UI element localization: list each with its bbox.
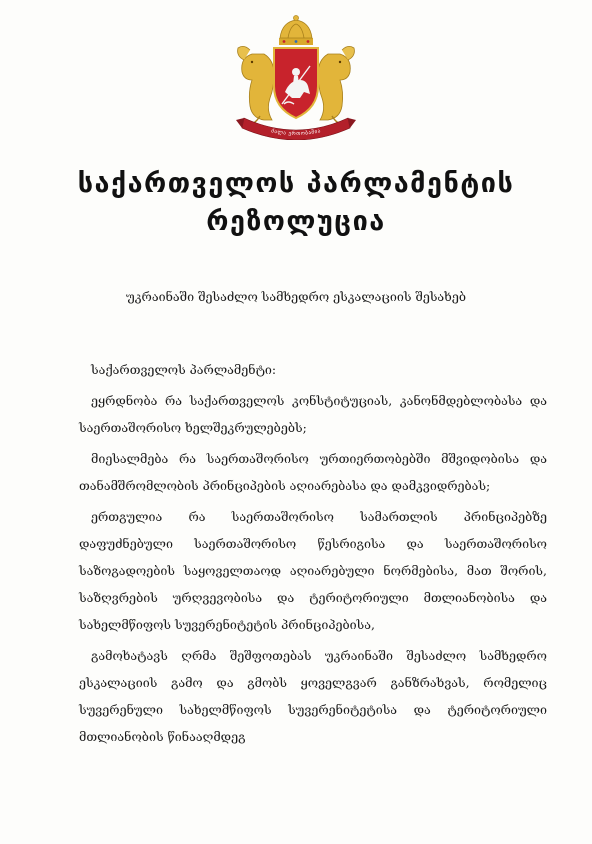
page-title-line2: რეზოლუცია xyxy=(206,206,386,237)
paragraph-3: ერთგულია რა საერთაშორისო სამართლის პრინციპებზე დაფუძნებული საერთაშორისო წესრიგისა და საერთაშორისო საზოგადოების საყოველთაოდ აღიარებული ნორმებისა, მათ შორის, საზღვრების ურღვევობისა და ტერიტორიული მთლიანობისა და სახელმწიფოს სუვერენიტეტის პრინციპებისა, xyxy=(79,509,547,632)
resolution-body xyxy=(79,356,547,754)
paragraph-2: მიესალმება რა საერთაშორისო ურთიერთობებში მშვიდობისა და თანამშრომლობის პრინციპების აღიარებასა და დამკვიდრებას; xyxy=(79,451,547,493)
left-lion-icon xyxy=(238,46,274,124)
resolution-subject: უკრაინაში შესაძლო სამხედრო ესკალაციის შესახებ xyxy=(126,289,466,304)
motto-text: ძალა ერთობაშია xyxy=(270,128,322,138)
shield-icon xyxy=(274,48,318,118)
motto-ribbon xyxy=(236,118,356,140)
paragraph-1: ეყრდნობა რა საქართველოს კონსტიტუციას, კანონმდებლობასა და საერთაშორისო ხელშეკრულებებს; xyxy=(79,393,547,435)
page-title: საქართველოს პარლამენტის xyxy=(77,168,515,199)
paragraph-4: გამოხატავს ღრმა შეშფოთებას უკრაინაში შესაძლო სამხედრო ესკალაციის გამო და გმობს ყოველგვარ განზრახვას, რომელიც სუვერენული სახელმწიფოს სუვერენიტეტისა და ტერიტორიული მთლიანობის წინააღმდეგ xyxy=(79,648,547,744)
right-lion-icon xyxy=(318,46,354,124)
georgia-coat-of-arms-icon xyxy=(230,14,362,140)
opening-line: საქართველოს პარლამენტი: xyxy=(91,362,277,377)
crown-icon xyxy=(279,15,313,45)
